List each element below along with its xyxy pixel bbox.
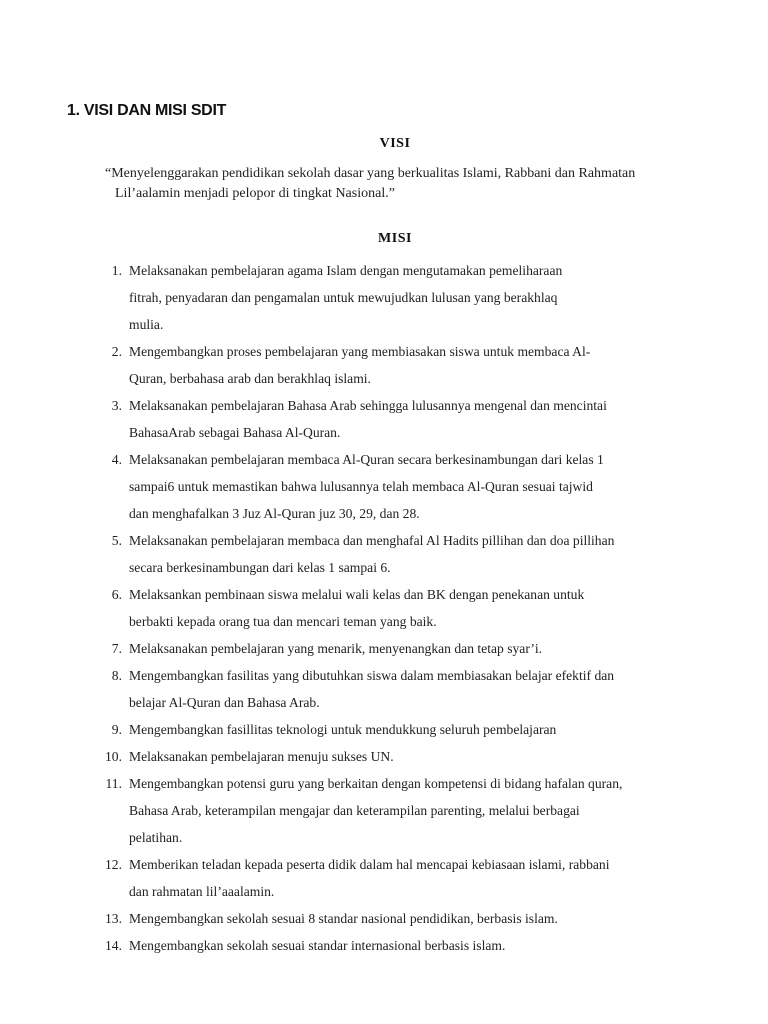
item-text: Mengembangkan fasillitas teknologi untuk mendukkung seluruh pembelajaran <box>129 722 557 737</box>
item-text: Melaksanakan pembelajaran yang menarik, menyenangkan dan tetap syar’i. <box>129 641 543 656</box>
item-text: Melaksanakan pembelajaran agama Islam dengan mengutamakan pemeliharaan fitrah, penyadaran dan pengamalan untuk mewujudkan lulusan yang berakhlaq mulia. <box>129 263 563 332</box>
item-number: 5. <box>111 533 122 548</box>
list-item <box>0 257 768 338</box>
list-item <box>0 392 768 446</box>
item-text: Melaksanakan pembelajaran membaca dan menghafal Al Hadits pillihan dan doa pillihan secara berkesinambungan dari kelas 1 sampai 6. <box>129 533 615 575</box>
item-text: Memberikan teladan kepada peserta didik dalam hal mencapai kebiasaan islami, rabbani dan rahmatan lil’aaalamin. <box>129 857 610 899</box>
item-text: Mengembangkan fasilitas yang dibutuhkan siswa dalam membiasakan belajar efektif dan belajar Al-Quran dan Bahasa Arab. <box>129 668 615 710</box>
item-number: 1. <box>111 263 122 278</box>
visi-line-2: Lil’aalamin menjadi pelopor di tingkat Nasional.” <box>115 186 395 201</box>
visi-statement <box>105 164 705 204</box>
item-number: 7. <box>111 641 122 656</box>
list-item <box>0 716 768 743</box>
list-item <box>0 527 768 581</box>
section-heading: 1. VISI DAN MISI SDIT <box>67 102 227 119</box>
item-number: 8. <box>111 668 122 683</box>
item-number: 13. <box>105 911 122 926</box>
item-number: 4. <box>111 452 122 467</box>
list-item <box>0 905 768 932</box>
misi-title: MISI <box>378 231 412 246</box>
list-item <box>0 770 768 851</box>
item-text: Mengembangkan proses pembelajaran yang membiasakan siswa untuk membaca Al- Quran, berbahasa arab dan berakhlaq islami. <box>129 344 591 386</box>
item-number: 3. <box>111 398 122 413</box>
item-text: Mengembangkan sekolah sesuai standar internasional berbasis islam. <box>129 938 506 953</box>
item-text: Melaksankan pembinaan siswa melalui wali kelas dan BK dengan penekanan untuk berbakti kepada orang tua dan mencari teman yang baik. <box>129 587 585 629</box>
item-text: Mengembangkan potensi guru yang berkaitan dengan kompetensi di bidang hafalan quran, Bahasa Arab, keterampilan mengajar dan keterampilan parenting, melalui berbagai pelatihan. <box>129 776 623 845</box>
list-item <box>0 851 768 905</box>
list-item <box>0 446 768 527</box>
item-number: 14. <box>105 938 122 953</box>
item-number: 6. <box>111 587 122 602</box>
item-text: Melaksanakan pembelajaran membaca Al-Quran secara berkesinambungan dari kelas 1 sampai6 untuk memastikan bahwa lulusannya telah membaca Al-Quran sesuai tajwid dan menghafalkan 3 Juz Al-Quran juz 30, 29, dan 28. <box>129 452 604 521</box>
list-item <box>0 635 768 662</box>
list-item <box>0 932 768 959</box>
list-item <box>0 338 768 392</box>
visi-title: VISI <box>379 136 411 151</box>
item-number: 11. <box>105 776 122 791</box>
misi-list <box>0 257 768 959</box>
list-item <box>0 581 768 635</box>
visi-line-1: “Menyelenggarakan pendidikan sekolah dasar yang berkualitas Islami, Rabbani dan Rahmatan <box>105 166 636 181</box>
item-text: Melaksanakan pembelajaran Bahasa Arab sehingga lulusannya mengenal dan mencintai BahasaArab sebagai Bahasa Al-Quran. <box>129 398 607 440</box>
list-item <box>0 743 768 770</box>
item-text: Mengembangkan sekolah sesuai 8 standar nasional pendidikan, berbasis islam. <box>129 911 558 926</box>
item-number: 2. <box>111 344 122 359</box>
item-number: 12. <box>105 857 122 872</box>
item-number: 10. <box>105 749 122 764</box>
list-item <box>0 662 768 716</box>
item-number: 9. <box>111 722 122 737</box>
item-text: Melaksanakan pembelajaran menuju sukses UN. <box>129 749 394 764</box>
